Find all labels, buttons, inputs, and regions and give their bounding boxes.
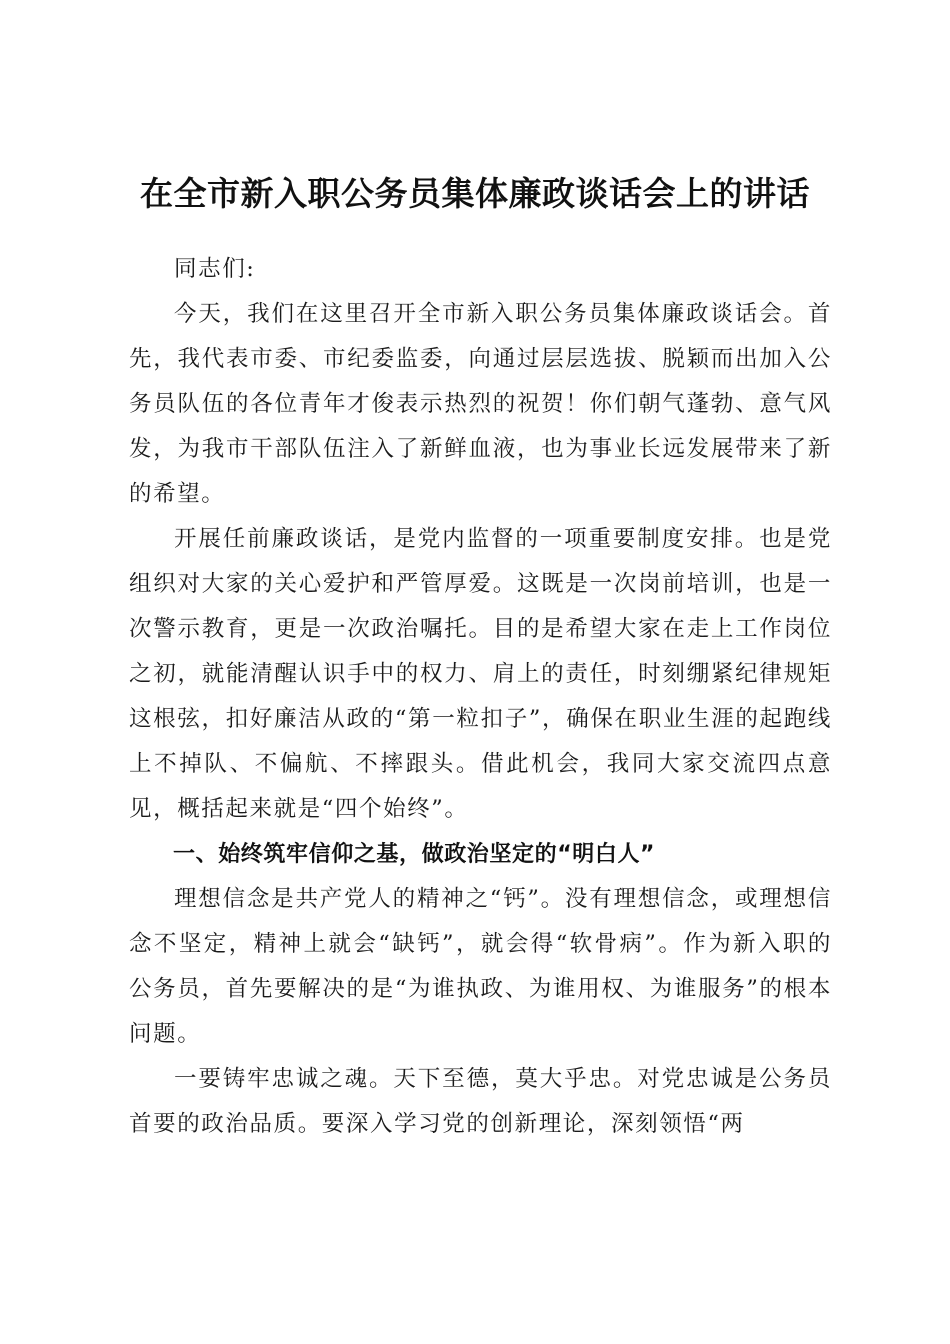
section1-paragraph-2: 一要铸牢忠诚之魂。天下至德，莫大乎忠。对党忠诚是公务员首要的政治品质。要深入学习党的创新理论，深刻领悟“两 — [129, 1066, 832, 1137]
document-title: 在全市新入职公务员集体廉政谈话会上的讲话 — [140, 174, 810, 213]
section-heading-1: 一、始终筑牢信仰之基，做政治坚定的“明白人” — [173, 842, 656, 867]
document-body — [129, 247, 832, 1147]
section1-paragraph-1: 理想信念是共产党人的精神之“钙”。没有理想信念，或理想信念不坚定，精神上就会“缺钙”，就会得“软骨病”。作为新入职的公务员，首先要解决的是“为谁执政、为谁用权、为谁服务”的根本问题。 — [129, 886, 832, 1047]
paragraph-purpose: 开展任前廉政谈话，是党内监督的一项重要制度安排。也是党组织对大家的关心爱护和严管厚爱。这既是一次岗前培训，也是一次警示教育，更是一次政治嘱托。目的是希望大家在走上工作岗位之初，就能清醒认识手中的权力、肩上的责任，时刻绷紧纪律规矩这根弦，扣好廉洁从政的“第一粒扣子”，确保在职业生涯的起跑线上不掉队、不偏航、不摔跟头。借此机会，我同大家交流四点意见，概括起来就是“四个始终”。 — [129, 526, 832, 822]
paragraph-opening: 今天，我们在这里召开全市新入职公务员集体廉政谈话会。首先，我代表市委、市纪委监委，向通过层层选拔、脱颖而出加入公务员队伍的各位青年才俊表示热烈的祝贺！你们朝气蓬勃、意气风发，为我市干部队伍注入了新鲜血液，也为事业长远发展带来了新的希望。 — [129, 301, 832, 507]
salutation: 同志们: — [174, 256, 256, 282]
